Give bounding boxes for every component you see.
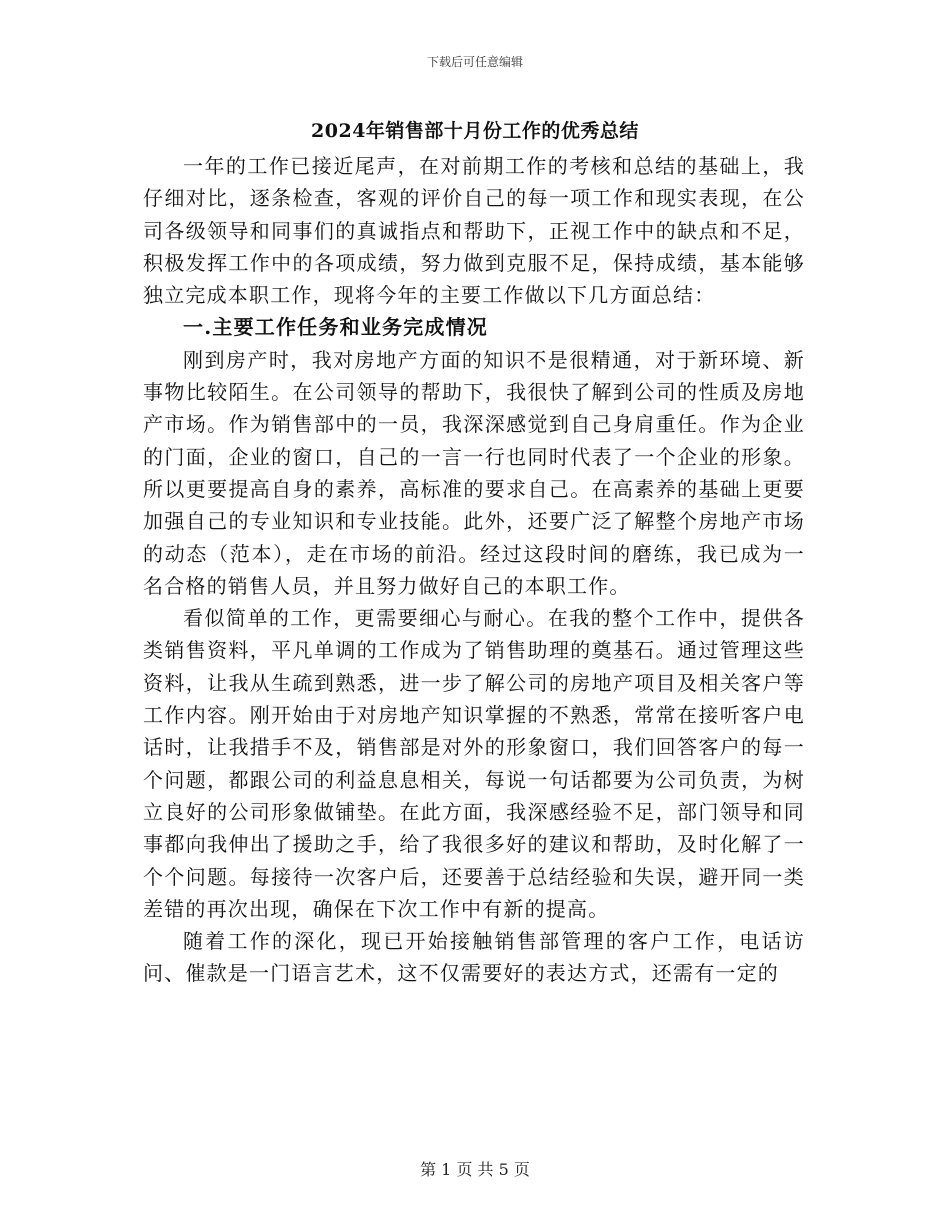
body-paragraph-2: 看似简单的工作，更需要细心与耐心。在我的整个工作中，提供各类销售资料，平凡单调的工作成为了销售助理的奠基石。通过管理这些资料，让我从生疏到熟悉，进一步了解公司的房地产项目及相关客户等工作内容。刚开始由于对房地产知识掌握的不熟悉，常常在接听客户电话时，让我措手不及，销售部是对外的形象窗口，我们回答客户的每一个问题，都跟公司的利益息息相关，每说一句话都要为公司负责，为树立良好的公司形象做铺垫。在此方面，我深感经验不足，部门领导和同事都向我伸出了援助之手，给了我很多好的建议和帮助，及时化解了一个个问题。每接待一次客户后，还要善于总结经验和失误，避开同一类差错的再次出现，确保在下次工作中有新的提高。 <box>143 606 805 921</box>
body-paragraph-1: 刚到房产时，我对房地产方面的知识不是很精通，对于新环境、新事物比较陌生。在公司领导的帮助下，我很快了解到公司的性质及房地产市场。作为销售部中的一员，我深深感觉到自己身肩重任。作为企业的门面，企业的窗口，自己的一言一行也同时代表了一个企业的形象。所以更要提高自身的素养，高标准的要求自己。在高素养的基础上更要加强自己的专业知识和专业技能。此外，还要广泛了解整个房地产市场的动态（范本），走在市场的前沿。经过这段时间的磨练，我已成为一名合格的销售人员，并且努力做好自己的本职工作。 <box>143 347 805 598</box>
header-note: 下载后可任意编辑 <box>426 55 523 69</box>
page-title: 2024年销售部十月份工作的优秀总结 <box>311 120 639 142</box>
body-paragraph-3: 随着工作的深化，现已开始接触销售部管理的客户工作，电话访问、催款是一门语言艺术，这不仅需要好的表达方式，还需有一定的 <box>143 929 805 986</box>
document-body <box>143 150 805 990</box>
section-heading: 一.主要工作任务和业务完成情况 <box>183 315 488 340</box>
page-footer: 第 1 页 共 5 页 <box>420 1160 530 1179</box>
intro-paragraph: 一年的工作已接近尾声，在对前期工作的考核和总结的基础上，我仔细对比，逐条检查，客观的评价自己的每一项工作和现实表现，在公司各级领导和同事们的真诚指点和帮助下，正视工作中的缺点和不足，积极发挥工作中的各项成绩，努力做到克服不足，保持成绩，基本能够独立完成本职工作，现将今年的主要工作做以下几方面总结： <box>143 154 805 308</box>
